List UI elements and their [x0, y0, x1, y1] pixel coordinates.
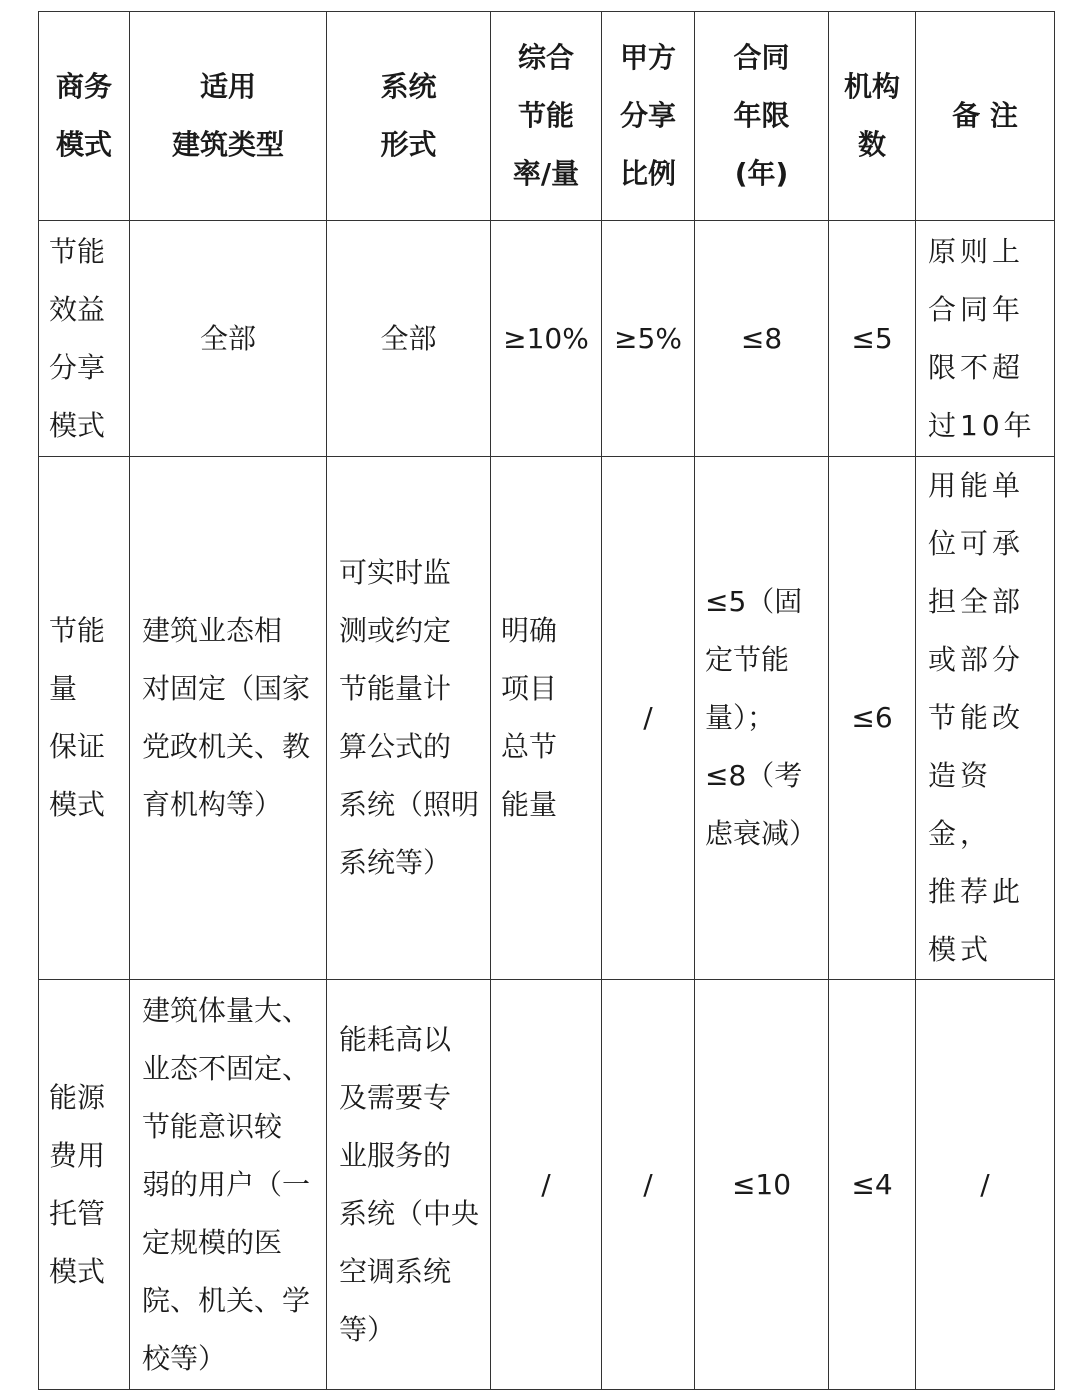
header-mode: 商务 模式 — [39, 12, 130, 221]
cell-system-form: 可实时监 测或约定 节能量计 算公式的 系统（照明 系统等） — [327, 457, 491, 980]
cell-contract-years: ≤5（固 定节能 量）； ≤8（考 虑衰减） — [695, 457, 829, 980]
cell-building-type: 建筑业态相 对固定（国家 党政机关、教 育机构等） — [130, 457, 327, 980]
cell-system-form: 能耗高以 及需要专 业服务的 系统（中央 空调系统 等） — [327, 980, 491, 1390]
cell-remark: 用能单 位可承 担全部 或部分 节能改 造资金， 推荐此 模式 — [916, 457, 1055, 980]
cell-mode: 节能 量 保证 模式 — [39, 457, 130, 980]
cell-saving-rate: / — [491, 980, 602, 1390]
cell-institutions: ≤4 — [829, 980, 916, 1390]
table-row — [39, 221, 1055, 457]
cell-mode: 能源 费用 托管 模式 — [39, 980, 130, 1390]
table-header-row — [39, 12, 1055, 221]
table-row — [39, 457, 1055, 980]
header-share-ratio: 甲方 分享 比例 — [602, 12, 695, 221]
header-building-type: 适用 建筑类型 — [130, 12, 327, 221]
cell-building-type: 全部 — [130, 221, 327, 457]
cell-share-ratio: / — [602, 457, 695, 980]
cell-building-type: 建筑体量大、 业态不固定、 节能意识较 弱的用户（一 定规模的医 院、机关、学 校等） — [130, 980, 327, 1390]
header-institutions: 机构 数 — [829, 12, 916, 221]
cell-share-ratio: / — [602, 980, 695, 1390]
business-mode-table — [38, 11, 1055, 1390]
cell-mode: 节能 效益 分享 模式 — [39, 221, 130, 457]
header-contract-years: 合同 年限 (年) — [695, 12, 829, 221]
cell-saving-rate: 明确 项目 总节 能量 — [491, 457, 602, 980]
table-row — [39, 980, 1055, 1390]
cell-institutions: ≤6 — [829, 457, 916, 980]
cell-share-ratio: ≥5% — [602, 221, 695, 457]
header-saving-rate: 综合 节能 率/量 — [491, 12, 602, 221]
cell-institutions: ≤5 — [829, 221, 916, 457]
cell-contract-years: ≤10 — [695, 980, 829, 1390]
cell-remark: / — [916, 980, 1055, 1390]
cell-saving-rate: ≥10% — [491, 221, 602, 457]
cell-remark: 原则上 合同年 限不超 过10年 — [916, 221, 1055, 457]
header-system-form: 系统 形式 — [327, 12, 491, 221]
header-remark: 备 注 — [916, 12, 1055, 221]
cell-system-form: 全部 — [327, 221, 491, 457]
cell-contract-years: ≤8 — [695, 221, 829, 457]
